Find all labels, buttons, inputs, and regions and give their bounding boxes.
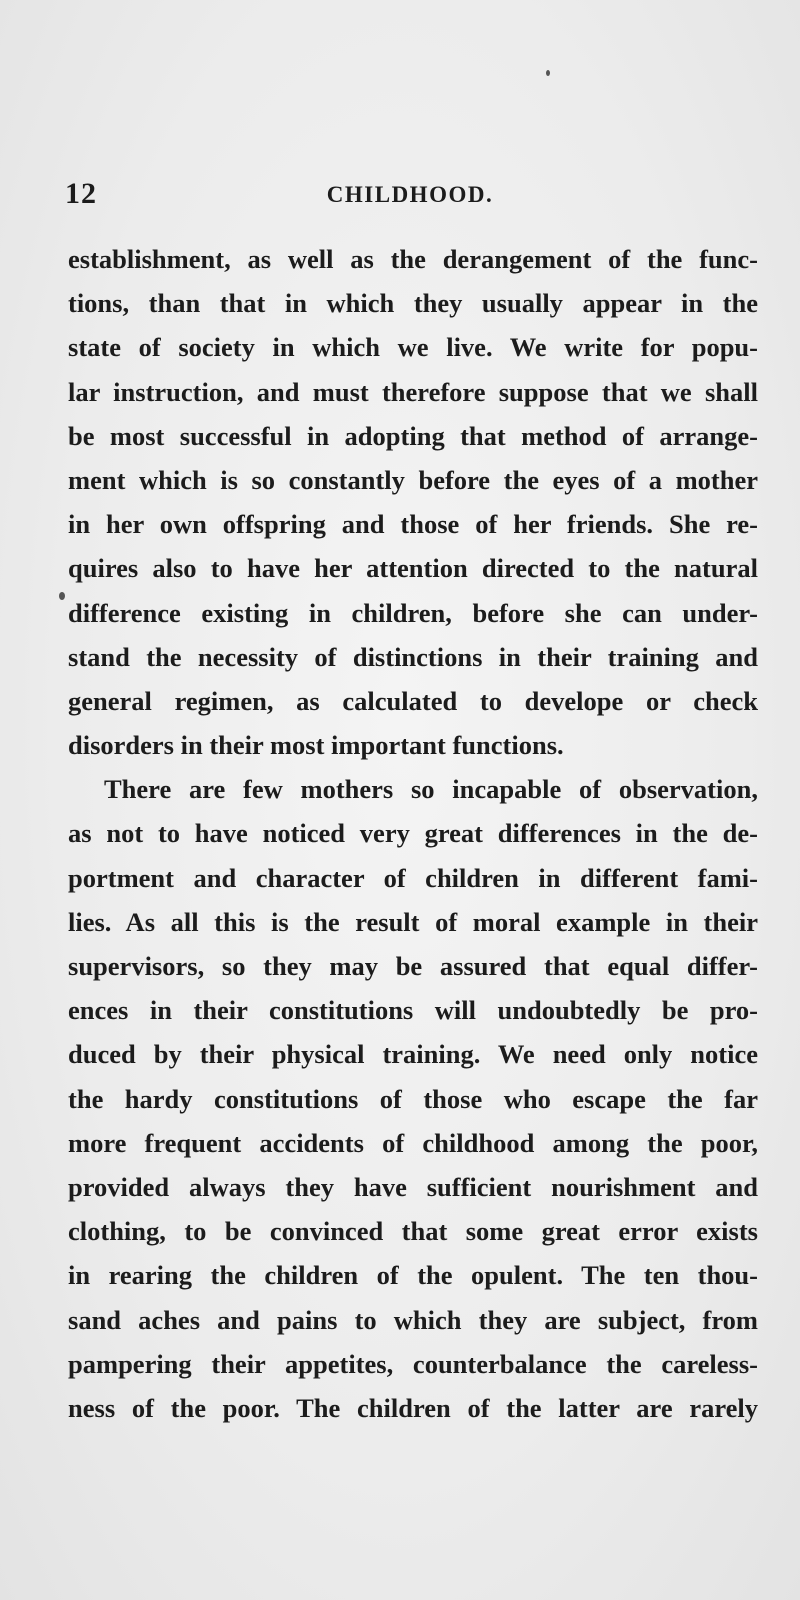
text-line: general regimen, as calculated to develope or check xyxy=(68,685,758,716)
text-line: tions, than that in which they usually appear in the xyxy=(68,288,758,319)
body-text xyxy=(68,237,758,1430)
text-line: ment which is so constantly before the eyes of a mother xyxy=(68,464,758,495)
text-line: as not to have noticed very great differences in the de- xyxy=(68,818,758,849)
text-line: There are few mothers so incapable of observation, xyxy=(104,774,758,805)
text-line: clothing, to be convinced that some great error exists xyxy=(68,1216,758,1247)
print-speck xyxy=(546,70,550,76)
print-speck xyxy=(59,592,65,600)
text-line: provided always they have sufficient nourishment and xyxy=(68,1171,758,1202)
text-line: duced by their physical training. We need only notice xyxy=(68,1039,758,1070)
text-line: stand the necessity of distinctions in their training and xyxy=(68,641,758,672)
text-line: supervisors, so they may be assured that equal differ- xyxy=(68,951,758,981)
text-line: pampering their appetites, counterbalance the careless- xyxy=(68,1348,758,1379)
text-line: portment and character of children in different fami- xyxy=(68,862,758,893)
text-line: ness of the poor. The children of the latter are rarely xyxy=(68,1392,758,1423)
page-number: 12 xyxy=(65,177,97,210)
text-line: state of society in which we live. We write for popu- xyxy=(68,332,758,363)
text-line: difference existing in children, before she can under- xyxy=(68,597,758,628)
text-line: ences in their constitutions will undoubtedly be pro- xyxy=(68,995,758,1026)
text-line: the hardy constitutions of those who escape the far xyxy=(68,1083,758,1114)
text-line: in rearing the children of the opulent. The ten thou- xyxy=(68,1260,758,1291)
text-line: lar instruction, and must therefore suppose that we shall xyxy=(68,376,758,407)
running-head xyxy=(65,177,755,217)
text-line: be most successful in adopting that method of arrange- xyxy=(68,420,758,451)
running-title: CHILDHOOD. xyxy=(326,182,494,207)
text-line: quires also to have her attention directed to the natural xyxy=(68,553,758,584)
text-line: more frequent accidents of childhood among the poor, xyxy=(68,1127,758,1158)
text-line: disorders in their most important functions. xyxy=(68,730,564,761)
text-line: lies. As all this is the result of moral example in their xyxy=(68,906,758,937)
text-line: establishment, as well as the derangement of the func- xyxy=(68,244,758,274)
text-line: in her own offspring and those of her friends. She re- xyxy=(68,509,758,540)
text-line: sand aches and pains to which they are subject, from xyxy=(68,1304,758,1335)
